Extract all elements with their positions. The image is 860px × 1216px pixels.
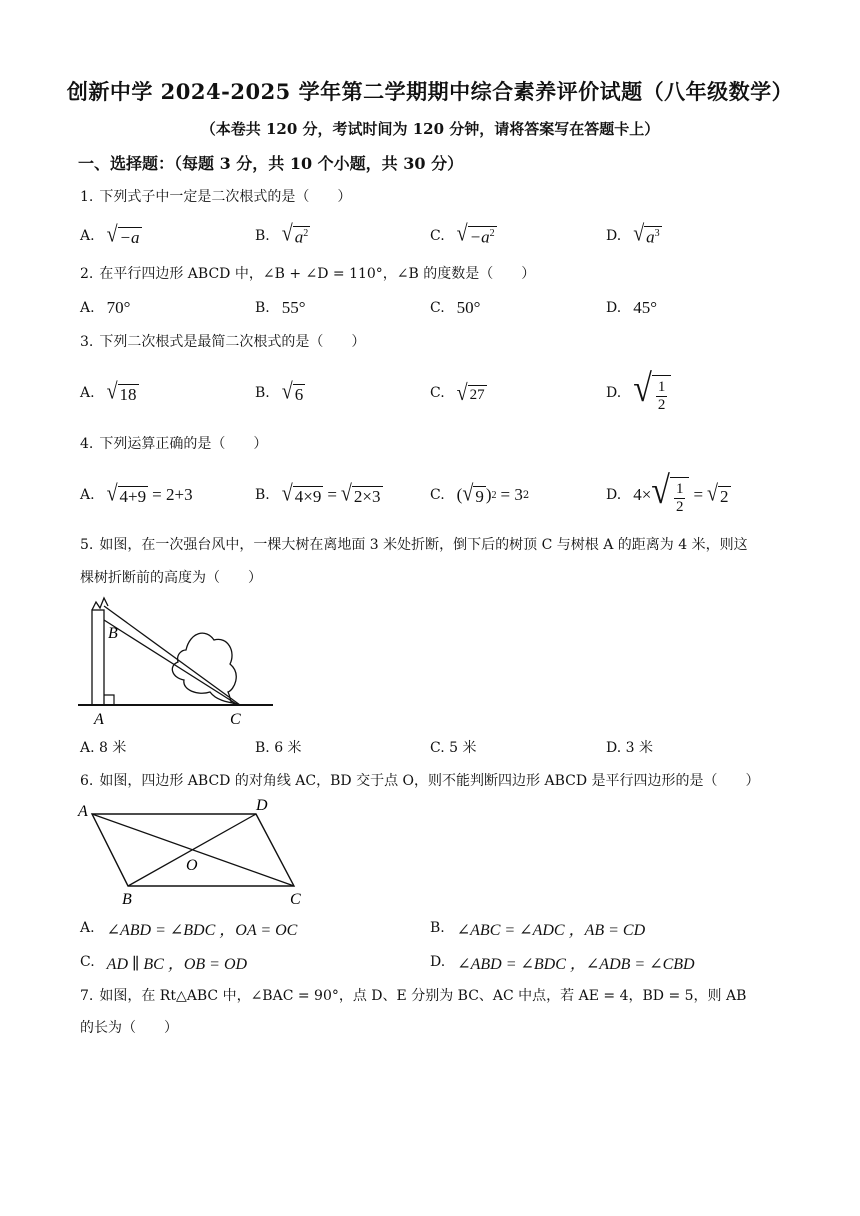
q2-option-a: A. 70° [80,298,131,317]
q1-option-b: B. √ $a^2$ [255,221,309,247]
sqrt-expression: √ 18 [106,378,137,405]
label-a: A [94,711,104,727]
right-angle-mark [104,695,114,705]
sqrt-expression: √ $a^3$ [633,221,660,247]
question-stem: 下列式子中一定是二次根式的是（ ） [99,189,352,205]
question-7: 7. 如图，在 Rt△ABC 中，∠BAC = 90°，点 D、E 分别为 BC、AC 中点，若 AE = 4，BD = 5，则 AB [80,988,747,1004]
sqrt-fraction-expression: √ $\frac{1}{2}$ [651,475,689,515]
section-heading: 一、选择题：（每题 3 分，共 10 个小题，共 30 分） [78,154,464,173]
q3-option-b: B. √ 6 [255,378,304,405]
label-o: O [186,857,198,874]
sqrt-expression: √ $a^2$ [281,221,309,247]
label-c: C [230,711,241,727]
tree-figure [78,592,278,727]
q3-option-d: D. √ $\frac{1}{2}$ [606,373,671,413]
diagonal-bd [128,814,256,886]
q3-option-c: C. √ 27 [430,380,485,406]
q4-option-a: A. √ 4+9 = 2+3 [80,480,193,507]
question-5-line2: 棵树折断前的高度为（ ） [80,570,262,586]
sqrt-expression: √ 27 [456,380,485,406]
label-d: D [256,797,268,814]
q6-option-d: D. ∠ABD = ∠BDC ，∠ADB = ∠CBD [430,954,695,973]
q5-option-c: C. 5 米 [430,740,477,756]
question-stem: 下列二次根式是最简二次根式的是（ ） [99,334,366,350]
tree-trunk [92,610,104,705]
q6-option-b: B. ∠ABC = ∠ADC ，AB = CD [430,920,646,939]
label-a: A [78,803,88,820]
q5-option-a: A. 8 米 [80,740,127,756]
question-6: 6. 如图，四边形 ABCD 的对角线 AC，BD 交于点 O，则不能判断四边形 ABCD 是平行四边形的是（ ） [80,773,760,789]
q3-option-a: A. √ 18 [80,378,137,405]
label-b: B [108,625,118,642]
q2-option-b: B. 55° [255,298,306,317]
question-stem: 下列运算正确的是（ ） [99,436,268,452]
q4-option-c: C. ( √ 9 ) 2 = 3 2 [430,480,530,507]
q2-option-c: C. 50° [430,298,481,317]
sqrt-fraction-expression: √ $\frac{1}{2}$ [633,373,671,413]
q4-option-d: D. 4× √ $\frac{1}{2}$ = √ 2 [606,469,729,515]
q5-option-b: B. 6 米 [255,740,302,756]
question-1 [80,185,351,209]
exam-subtitle: （本卷共 120 分，考试时间为 120 分钟，请将答案写在答题卡上） [200,120,660,138]
q1-option-d: D. √ $a^3$ [606,221,660,247]
q6-option-c: C. AD ∥ BC ，OB = OD [80,954,248,973]
question-3: 3. 下列二次根式是最简二次根式的是（ ） [80,334,366,350]
q6-option-a: A. ∠ABD = ∠BDC ，OA = OC [80,920,298,939]
question-5: 5. 如图，在一次强台风中，一棵大树在离地面 3 米处折断，倒下后的树顶 C 与树根 A 的距离为 4 米，则这 [80,537,748,553]
label-b: B [122,891,132,908]
question-7-line2: 的长为（ ） [80,1020,178,1036]
sqrt-expression: √ 2 [707,480,729,507]
q1-option-c: C. √ $-a^2$ [430,221,495,247]
q5-option-d: D. 3 米 [606,740,653,756]
sqrt-expression: √ 6 [281,378,304,405]
fallen-trunk-lower [104,620,238,705]
sqrt-expression: √ $-a^2$ [456,221,495,247]
sqrt-expression: √ 2×3 [340,480,381,507]
parallelogram-figure [76,796,316,911]
sqrt-expression: √ −a [106,221,140,248]
question-number: 1. [80,189,94,205]
q2-option-d: D. 45° [606,298,657,317]
question-4: 4. 下列运算正确的是（ ） [80,436,268,452]
tree-crown [172,633,238,704]
exam-title: 创新中学 2024-2025 学年第二学期期中综合素养评价试题（八年级数学） [66,79,794,104]
sqrt-expression: √ 9 [462,480,484,507]
fallen-trunk-upper [104,606,240,705]
q4-option-b: B. √ 4×9 = √ 2×3 [255,480,381,507]
question-2: 2. 在平行四边形 ABCD 中，∠B + ∠D = 110°，∠B 的度数是（ ） [80,266,536,282]
q1-option-a: A. √ −a [80,221,140,248]
question-stem: 在平行四边形 ABCD 中，∠B + ∠D = 110°，∠B 的度数是（ ） [99,266,536,282]
sqrt-expression: √ 4×9 [281,480,322,507]
break-point [92,598,108,610]
sqrt-expression: √ 4+9 [106,480,147,507]
label-c: C [290,891,301,908]
